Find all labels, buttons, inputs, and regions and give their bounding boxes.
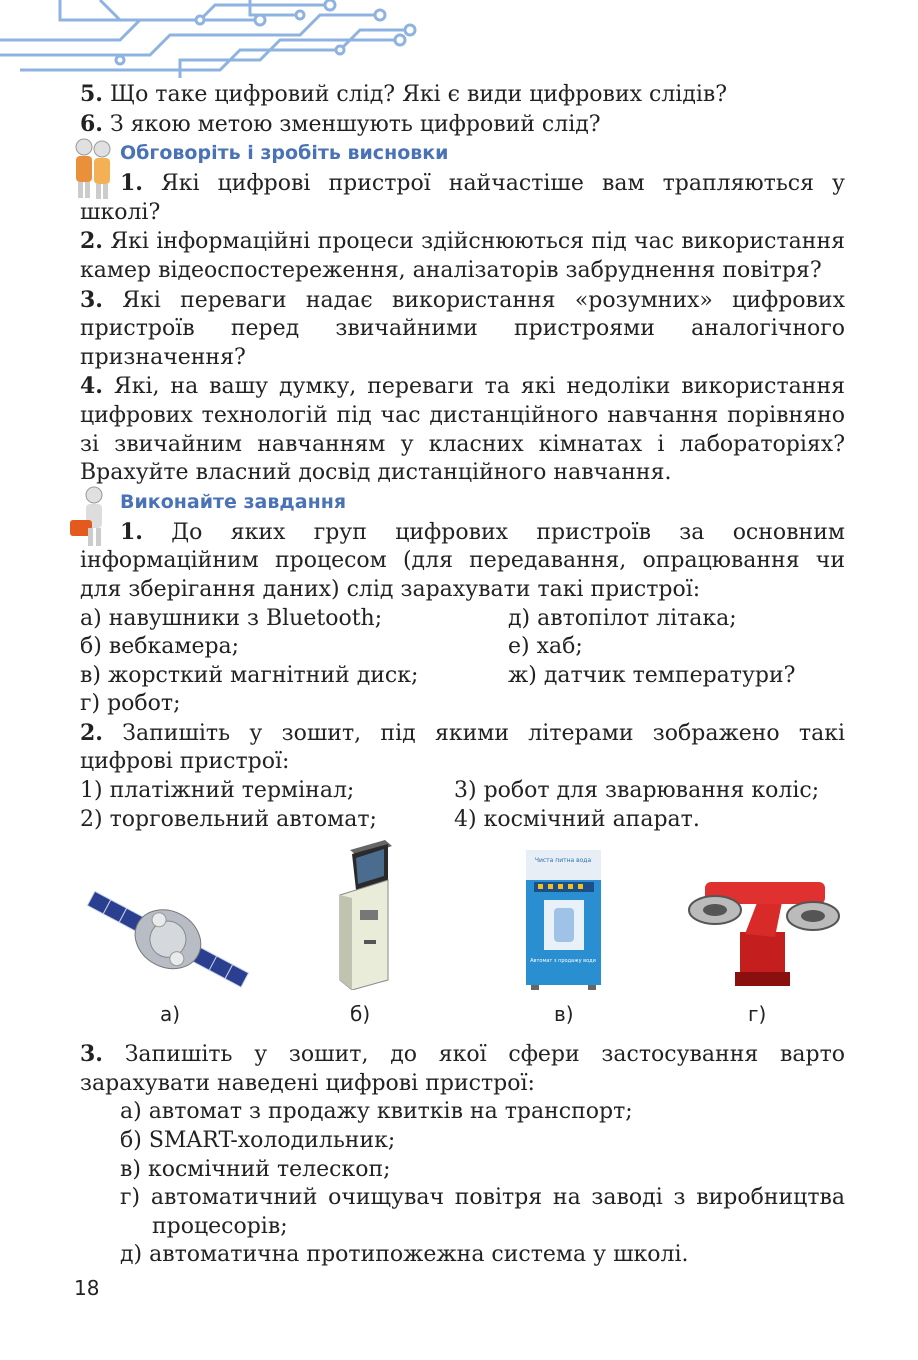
task-2-options — [80, 777, 845, 834]
tasks-section-header — [80, 488, 845, 518]
task-1-options — [80, 605, 845, 719]
discuss-item-3: 3. Які переваги надає використання «розумних» цифрових пристроїв перед звичайними пристроями аналогічного призначення? — [80, 286, 845, 370]
discuss-item-4: 4. Які, на вашу думку, переваги та які недоліки використання цифрових технологій під час дистанційного навчання порівняно зі звичайним навчанням у класних кімнатах і лабораторіях? Врахуйте власний досвід дистанційного навчання. — [80, 373, 845, 486]
option-zh: ж) датчик температури? — [508, 662, 796, 688]
figure-label-v: в) — [554, 1002, 574, 1027]
task-1: 1. До яких груп цифрових пристроїв за основним інформаційним процесом (для передавання, опрацювання чи для зберігання даних) слід зарахувати такі пристрої: — [80, 518, 845, 602]
welding-robot-image — [685, 862, 845, 987]
device-3: 3) робот для зварювання коліс; — [454, 778, 820, 804]
task-3-list — [120, 1098, 845, 1270]
page-number: 18 — [74, 1276, 100, 1300]
discussing-people-icon — [70, 137, 118, 201]
task-1-left-column — [80, 605, 508, 719]
machine-header-text: Чиста питна вода — [534, 857, 592, 865]
device-4: 4) космічний апарат. — [454, 806, 700, 832]
option-v: в) жорсткий магнітний диск; — [80, 662, 419, 688]
option-d: д) автопілот літака; — [508, 605, 737, 631]
person-with-briefcase-icon — [70, 486, 118, 550]
task-2: 2. Запишіть у зошит, під якими літерами зображено такі цифрові пристрої: — [80, 719, 845, 775]
tasks-title: Виконайте завдання — [120, 490, 347, 513]
question-5: 5. Що таке цифровий слід? Які є види цифрових слідів? — [80, 81, 728, 107]
option-a: а) навушники з Bluetooth; — [80, 605, 383, 631]
task-3: 3. Запишіть у зошит, до якої сфери застосування варто зарахувати наведені цифрові пристрої: — [80, 1041, 845, 1096]
task-3-item-d: д) автоматична протипожежна система у школі. — [120, 1242, 689, 1268]
discuss-title: Обговоріть і зробіть висновки — [120, 142, 449, 165]
figure-label-b: б) — [350, 1002, 371, 1027]
device-figures — [80, 840, 845, 1040]
task-2-left-column — [80, 777, 454, 834]
task-3-item-b: б) SMART-холодильник; — [120, 1128, 396, 1154]
option-e: е) хаб; — [508, 634, 583, 660]
discuss-item-1: 1. Які цифрові пристрої найчастіше вам трапляються у школі? — [80, 170, 845, 225]
discuss-section-header — [80, 139, 845, 169]
question-6: 6. З якою метою зменшують цифровий слід? — [80, 110, 601, 137]
device-2: 2) торговельний автомат; — [80, 806, 377, 832]
task-3-item-v: в) космічний телескоп; — [120, 1156, 391, 1182]
option-g: г) робот; — [80, 691, 181, 717]
page-content — [80, 80, 845, 1270]
discuss-item-2: 2. Які інформаційні процеси здійснюються під час використання камер відеоспостереження, аналізаторів забруднення повітря? — [80, 228, 845, 283]
water-vending-machine-image — [526, 850, 601, 990]
satellite-image — [80, 876, 255, 1006]
machine-label-text: Автомат з продажу води — [530, 958, 596, 965]
circuit-decoration — [0, 0, 430, 78]
task-3-item-g: г) автоматичний очищувач повітря на заводі з виробництва процесорів; — [120, 1185, 845, 1239]
device-1: 1) платіжний термінал; — [80, 778, 355, 804]
figure-label-g: г) — [748, 1002, 767, 1027]
task-2-right-column — [454, 777, 819, 834]
figure-label-a: а) — [160, 1002, 181, 1027]
payment-terminal-image — [330, 840, 400, 990]
task-1-right-column — [508, 605, 795, 719]
option-b: б) вебкамера; — [80, 634, 240, 660]
task-3-item-a: а) автомат з продажу квитків на транспорт; — [120, 1099, 633, 1125]
